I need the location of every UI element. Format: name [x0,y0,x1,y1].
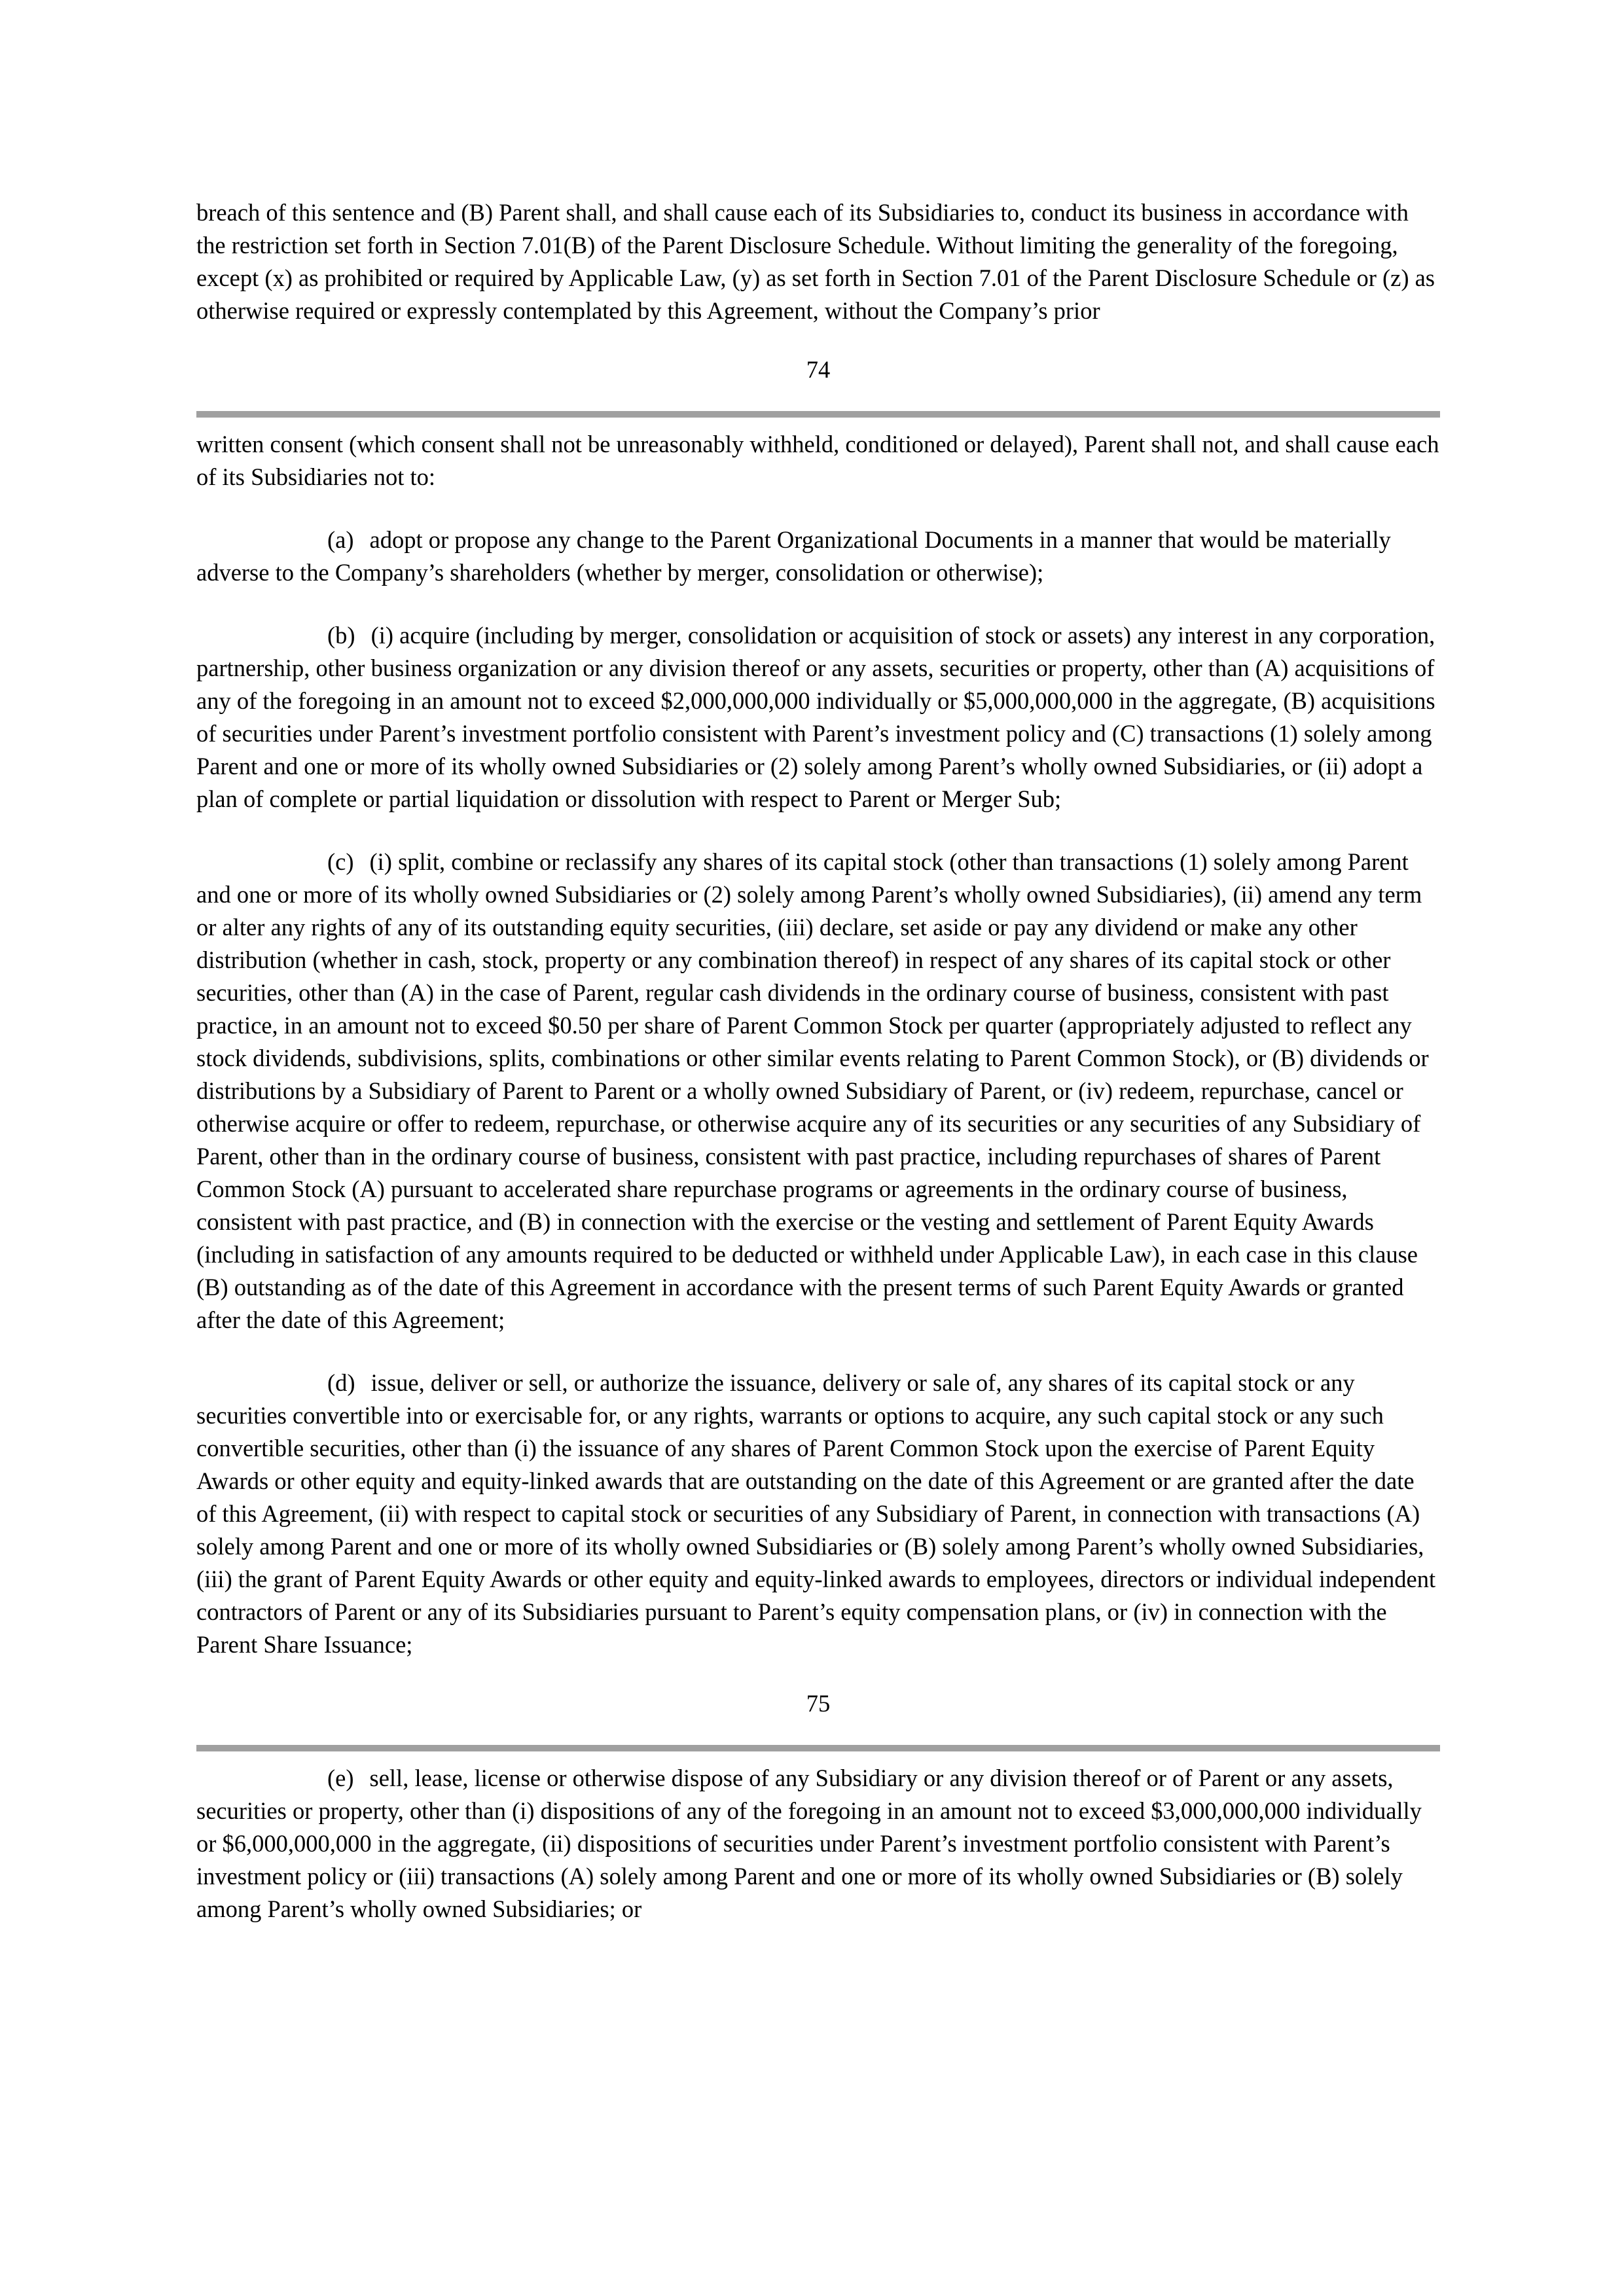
clause-b [196,619,1440,816]
clause-label: (a) [327,526,354,553]
page-number-74: 74 [806,356,831,383]
clause-text: (i) acquire (including by merger, consolidation or acquisition of stock or assets) any interest in any corporation, partnership, other business organization or any division thereof or any assets, securities or property, other than (A) acquisitions of any of the foregoing in an amount not to exceed $2,000,000,000 individually or $5,000,000,000 in the aggregate, (B) acquisitions of securities under Parent’s investment portfolio consistent with Parent’s investment policy and (C) transactions (1) solely among Parent and one or more of its wholly owned Subsidiaries or (2) solely among Parent’s wholly owned Subsidiaries, or (ii) adopt a plan of complete or partial liquidation or dissolution with respect to Parent or Merger Sub; [196,622,1435,812]
clause-e [196,1762,1440,1926]
clause-text: (i) split, combine or reclassify any shares of its capital stock (other than transactions (1) solely among Parent and one or more of its wholly owned Subsidiaries or (2) solely among Parent’s wholly owned Subsidiaries), (ii) amend any term or alter any rights of any of its outstanding equity securities, (iii) declare, set aside or pay any dividend or make any other distribution (whether in cash, stock, property or any combination thereof) in respect of any shares of its capital stock or other securities, other than (A) in the case of Parent, regular cash dividends in the ordinary course of business, consistent with past practice, in an amount not to exceed $0.50 per share of Parent Common Stock per quarter (appropriately adjusted to reflect any stock dividends, subdivisions, splits, combinations or other similar events relating to Parent Common Stock), or (B) dividends or distributions by a Subsidiary of Parent to Parent or a wholly owned Subsidiary of Parent, or (iv) redeem, repurchase, cancel or otherwise acquire or offer to redeem, repurchase, or otherwise acquire any of its securities or any securities of any Subsidiary of Parent, other than in the ordinary course of business, consistent with past practice, including repurchases of shares of Parent Common Stock (A) pursuant to accelerated share repurchase programs or agreements in the ordinary course of business, consistent with past practice, and (B) in connection with the exercise or the vesting and settlement of Parent Equity Awards (including in satisfaction of any amounts required to be deducted or withheld under Applicable Law), in each case in this clause (B) outstanding as of the date of this Agreement in accordance with the present terms of such Parent Equity Awards or granted after the date of this Agreement; [196,848,1429,1333]
clause-text: adopt or propose any change to the Parent Organizational Documents in a manner that would be materially adverse to the Company’s shareholders (whether by merger, consolidation or otherwise); [196,526,1391,586]
clause-label: (d) [327,1369,355,1396]
clause-text: sell, lease, license or otherwise dispose of any Subsidiary or any division thereof or of Parent or any assets, securities or property, other than (i) dispositions of any of the foregoing in an amount not to exceed $3,000,000,000 individually or $6,000,000,000 in the aggregate, (ii) dispositions of securities under Parent’s investment portfolio consistent with Parent’s investment policy or (iii) transactions (A) solely among Parent and one or more of its wholly owned Subsidiaries or (B) solely among Parent’s wholly owned Subsidiaries; or [196,1765,1422,1922]
clause-label: (e) [327,1765,354,1791]
clause-a [196,524,1440,589]
page-break-rule [196,411,1440,418]
page-break-rule [196,1745,1440,1751]
paragraph-intro: written consent (which consent shall not be unreasonably withheld, conditioned or delayed), Parent shall not, and shall cause each of its Subsidiaries not to: [196,431,1439,490]
page-number-75: 75 [806,1690,831,1717]
clause-d [196,1367,1440,1661]
paragraph-continuation: breach of this sentence and (B) Parent shall, and shall cause each of its Subsidiaries to, conduct its business in accordance with the restriction set forth in Section 7.01(B) of the Parent Disclosure Schedule. Without limiting the generality of the foregoing, except (x) as prohibited or required by Applicable Law, (y) as set forth in Section 7.01 of the Parent Disclosure Schedule or (z) as otherwise required or expressly contemplated by this Agreement, without the Company’s prior [196,199,1435,324]
clause-label: (c) [327,848,354,875]
clause-text: issue, deliver or sell, or authorize the issuance, delivery or sale of, any shares of its capital stock or any securities convertible into or exercisable for, or any rights, warrants or options to acquire, any such capital stock or any such convertible securities, other than (i) the issuance of any shares of Parent Common Stock upon the exercise of Parent Equity Awards or other equity and equity-linked awards that are outstanding on the date of this Agreement or are granted after the date of this Agreement, (ii) with respect to capital stock or securities of any Subsidiary of Parent, in connection with transactions (A) solely among Parent and one or more of its wholly owned Subsidiaries or (B) solely among Parent’s wholly owned Subsidiaries, (iii) the grant of Parent Equity Awards or other equity and equity-linked awards to employees, directors or individual independent contractors of Parent or any of its Subsidiaries pursuant to Parent’s equity compensation plans, or (iv) in connection with the Parent Share Issuance; [196,1369,1436,1658]
document-page [196,196,1440,1926]
clause-label: (b) [327,622,355,649]
clause-c [196,846,1440,1336]
